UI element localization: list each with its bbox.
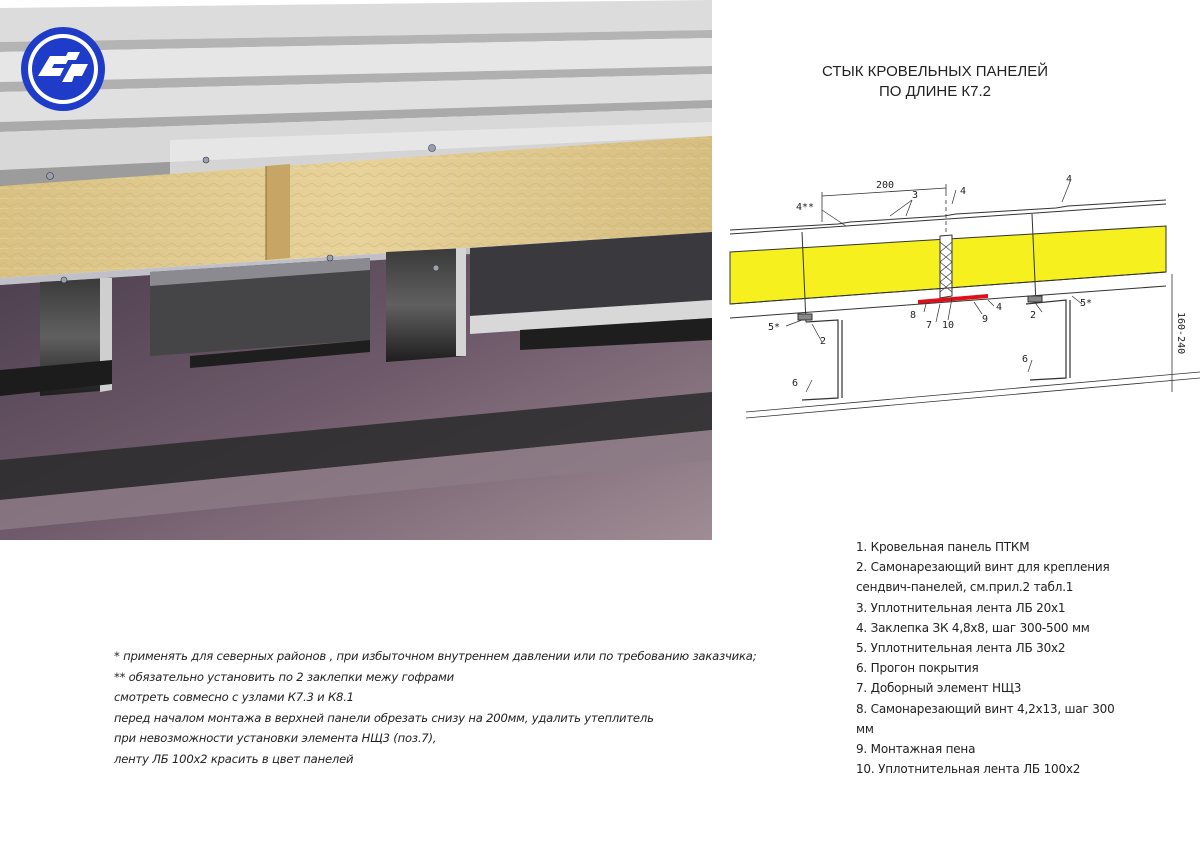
callout-2-right: 2: [1030, 310, 1037, 321]
note-line: смотреть совмесно с узлами К7.3 и К8.1: [114, 690, 354, 705]
callout-9: 9: [982, 314, 989, 325]
purlin-right: [386, 232, 712, 362]
legend-item: 7. Доборный элемент НЩ3: [856, 681, 1022, 696]
callout-8: 8: [910, 310, 917, 321]
note-line: ленту ЛБ 100х2 красить в цвет панелей: [114, 751, 354, 766]
dim-height-label: 160-240: [1175, 312, 1186, 355]
callout-6-right: 6: [1022, 354, 1029, 365]
callout-4-bottom: 4: [996, 302, 1003, 313]
legend-item: 9. Монтажная пена: [856, 742, 976, 757]
legend-item: 2. Самонарезающий винт для крепления: [856, 560, 1110, 575]
legend-item: 10. Уплотнительная лента ЛБ 100х2: [856, 762, 1081, 777]
legend-item: 8. Самонарезающий винт 4,2х13, шаг 300: [856, 701, 1115, 716]
note-line: перед началом монтажа в верхней панели обрезать снизу на 200мм, удалить утеплитель: [114, 710, 654, 725]
legend-item: мм: [856, 721, 874, 736]
legend-item: 1. Кровельная панель ПТКМ: [856, 540, 1030, 554]
callout-3: 3: [912, 190, 919, 201]
joint-3d-render-image: [0, 0, 712, 540]
callout-7: 7: [926, 320, 933, 331]
title-line-1: СТЫК КРОВЕЛЬНЫХ ПАНЕЛЕЙ: [822, 63, 1048, 80]
callout-10: 10: [942, 320, 955, 331]
callout-4-double-star: 4**: [796, 202, 815, 213]
purlin-middle: [150, 258, 370, 368]
legend-item: 4. Заклепка ЗК 4,8х8, шаг 300-500 мм: [856, 620, 1090, 635]
callout-5-star-left: 5*: [768, 322, 781, 333]
callout-4-top: 4: [960, 186, 967, 197]
installation-notes: [114, 646, 757, 770]
callout-6-left: 6: [792, 378, 799, 389]
note-line: ** обязательно установить по 2 заклепки межу гофрами: [114, 669, 455, 684]
legend-item: сендвич-панелей, см.прил.2 табл.1: [856, 580, 1074, 595]
callout-4-right: 4: [1066, 174, 1073, 185]
dim-200-label: 200: [876, 180, 895, 191]
legend-item: 6. Прогон покрытия: [856, 661, 979, 676]
title-line-2: ПО ДЛИНЕ К7.2: [879, 83, 991, 100]
joint-3d-render: [0, 0, 712, 540]
parts-legend: [856, 537, 1186, 779]
legend-item: 3. Уплотнительная лента ЛБ 20х1: [856, 600, 1066, 615]
legend-item: 5. Уплотнительная лента ЛБ 30х2: [856, 641, 1066, 656]
company-logo-icon: [20, 26, 106, 112]
callout-5-star-right: 5*: [1080, 298, 1093, 309]
callout-2-left: 2: [820, 336, 827, 347]
drawing-title: [800, 62, 1070, 102]
note-line: при невозможности установки элемента НЩ3 (поз.7),: [114, 731, 437, 746]
note-line: * применять для северных районов , при избыточном внутреннем давлении или по требованию заказчика;: [114, 649, 757, 663]
joint-section-drawing: [726, 172, 1200, 432]
sealing-tape: [918, 294, 988, 304]
